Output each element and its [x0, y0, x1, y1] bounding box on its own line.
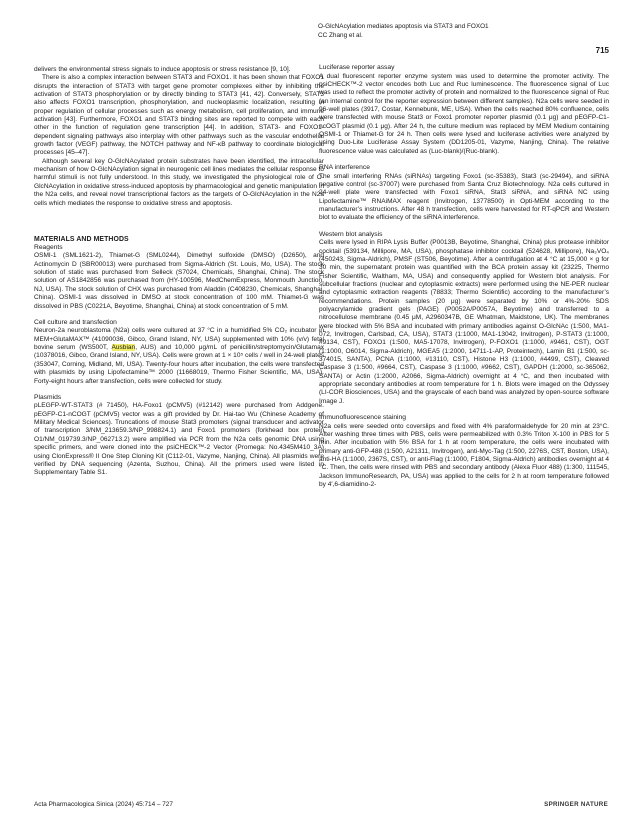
immunofluorescence-paragraph: N2a cells were seeded onto coverslips and fixed with 4% paraformaldehyde for 20 min at 23°C. After washing three times with PBS, cells were permeabilized with 0.3% Triton X-100 in PBS for 5 min. After incubation with 5% BSA for 1 h at room temperature, the cells were incubated with primary anti-GFP-488 (1:500, A21311, Invitrogen), anti-Myc-Tag (1:500, 2276S, CST, Boston, USA), anti-HA (1:1000, 2367S, CST), or anti-Flag (1:1000, F1804, Sigma-Aldrich) antibodies overnight at 4 °C. Then, the cells were rinsed with PBS and secondary antibody (Alexa Fluor 488) (1:300, 111545, Jackson ImmunoResearch, PA, USA) was applied to the cells for 2 h at room temperature followed by 4′,6-diamidino-2- — [319, 422, 609, 489]
right-column — [319, 64, 609, 490]
rnai-paragraph: The small interfering RNAs (siRNAs) targeting Foxo1 (sc-35383), Stat3 (sc-29494), and siRNA negative control (sc-37007) were purchased from Santa Cruz Biotechnology. N2a cells cultured in 24-well plate were transfected with Foxo1 siRNA, Stat3 siRNA, and siRNA NC using Lipofectamine™ RNAiMAX reagent (Invitrogen, 13778500) in Opti-MEM according to the manufacturer’s instructions. After 48 h transfection, cells were harvested for RT-qPCR and Western blot to evaluate the efficiency of the siRNA interference. — [319, 172, 609, 222]
rnai-heading: RNA interference — [319, 164, 370, 172]
page-number: 715 — [595, 46, 609, 55]
running-title: O-GlcNAcylation mediates apoptosis via STAT3 and FOXO1 — [318, 23, 489, 30]
methods-heading: MATERIALS AND METHODS — [34, 235, 129, 243]
reagents-heading: Reagents — [34, 243, 63, 251]
western-blot-heading: Western blot analysis — [319, 230, 383, 238]
plasmids-heading: Plasmids — [34, 393, 62, 401]
luciferase-heading: Luciferase reporter assay — [319, 64, 395, 71]
western-blot-paragraph: Cells were lysed in RIPA Lysis Buffer (P0013B, Beyotime, Shanghai, China) plus protease inhibitor cocktail (539134, Millipore, MA, USA), phosphatase inhibitor cocktail (524628, Millipore), Na₃VO₄ (450243, Sigma-Aldrich), PMSF (ST506, Beyotime). After a centrifugation at 4 °C at 15,000 × g for 30 min, the supernatant protein was quantified with the BCA protein assay kit (23225, Thermo Fisher Scientific, Waltham, MA, USA) and consequently applied for Western blot analysis. For subcellular fractions (nuclear and cytoplasmic extracts) were performed using the NE-PER nuclear and cytoplasmic extraction reagents (78833; Thermo Scientific) according to the manufacturer’s recommendations. Protein samples (20 μg) were separated by 10% or 4%-20% SDS polyacrylamide gradient gels (PAGE) (P0052A/P0057A, Beyotime) and transferred to a nitrocellulose membrane (0.45 μM, A2960347B, GE Whatman, Maidstone, UK). The membranes were blocked with 5% BSA and incubated with primary antibodies against O-GlcNAc (1:500, MA1-072, Invitrogen, Carlsbad, CA, USA), STAT3 (1:1000, MA1-13042, Invitrogen), P-STAT3 (1:1000, #9134, CST), FOXO1 (1:500, MA5-17078, Invitrogen), P-FOXO1 (1:1000, #9461, CST), OGT (1:1000, O6014, Sigma-Aldrich), MGEA5 (1:2000, 14711-1-AP, Proteintech), Lamin B1 (1:500, sc-374015, SANTA), PCNA (1:1000, #13110, CST), Histone H3 (1:1000, #4499, CST), Cleaved Caspase 3 (1:500, #9664, CST), Caspase 3 (1:1000, #9662, CST), GAPDH (1:2000, sc-365062, SANTA) or Actin (1:2000, A2066, Sigma-Aldrich) overnight at 4 °C, and then incubated with appropriate secondary antibodies at room temperature for 1 h. Blots were imaged on the Odyssey (LI-COR Biosciences, USA) and the grayscale of each band was analyzed by open-source software Image J. — [319, 239, 609, 405]
intro-paragraph-1: delivers the environmental stress signals to induce apoptosis or stress resistance [9, 10]. — [34, 66, 291, 73]
highlighted-word: Ausbian — [111, 344, 136, 352]
intro-paragraph-2: There is also a complex interaction between STAT3 and FOXO1. It has been shown that FOXO1 disrupts the interaction of STAT3 with target gene promoter complexes either by inhibiting the activation of STAT3 phosphorylation or by directly binding to STAT3 [41, 42]. Conversely, STAT3 also affects FOXO1 transcription, phosphorylation, and nucleoplasmic localization, resulting in proper regulation of cellular processes such as energy metabolism, cell proliferation, and immune activation [43]. Furthermore, FOXO1 and STAT3 binding sites are reported to compete with each other in the function of regulation gene transcription [44]. In addition, STAT3- and FOXO1-dependent signaling pathways also interplay with other pathways such as the vascular endothelial growth factor (VEGF) pathway, the NOTCH pathway and NF-κB pathway to coordinate biological processes [45–47]. — [34, 74, 324, 157]
cell-culture-heading: Cell culture and transfection — [34, 318, 117, 326]
left-column — [34, 66, 324, 478]
immunofluorescence-heading: Immunofluorescence staining — [319, 414, 406, 422]
publisher-logo: SPRINGER NATURE — [544, 801, 608, 808]
cell-culture-text-b: , AUS) and 10,000 μg/mL of penicillin/streptomycin/Glutamax (10378016, Gibco, Grand Island, NY, USA). Cells were grown at 1 × 10⁵ cells / well in 24-well plates (353047, Corning, Midland, MI, USA). Twenty-four hours after incubation, the cells were transfected with plasmids by using Lipofectamine™ 2000 (11668019, Thermo Fisher Scientific, MA, USA). Forty-eight hours after transfection, cells were collected for study. — [34, 344, 324, 385]
plasmids-paragraph: pLEGFP-WT-STAT3 (# 71450), HA-Foxo1 (pCMV5) (#12142) were purchased from Addgene. pEGFP-C1-nCOGT (pCMV5) vector was a gift provided by Dr. Hai-tao Wu (Chinese Academy of Military Medical Sciences). Truncations of mouse Stat3 promoters (signal transducer and activator of transcription 3/NM_213659.3/NP_998824.1) and Foxo1 promoters (forkhead box protein O1/NM_019739.3/NP_062713.2) were amplified via PCR from the N2a cells genomic DNA using specific primers, and were cloned into the psiCHECK™-2 Vector (Promega: No.4345M410_3A) using ClonExpress® II One Step Cloning Kit (C112-01, Vazyme, Nanjing, China). All plasmids were verified by DNA sequencing (Azenta, Suzhou, China). All the primers used were listed in Supplementary Table S1. — [34, 402, 324, 477]
running-header — [318, 23, 608, 40]
reagents-paragraph: OSMI-1 (SML1621-2), Thiamet-G (SML0244), Dimethyl sulfoxide (DMSO) (D2650), and Actinomycin D (SBR00013) were purchased from Sigma-Aldrich (St. Louis, Mo, USA). The stock solution of static was purchased from Selleck (S7024, Chemicals, Shanghai, China). The stock solution of AS1842856 was purchased from (HY-100596, MedChemExpress, Monmouth Junction, NJ, USA). The stock solution of CHX was purchased from Aladdin (C408230, Chemicals, Shanghai, China). OSMI-1 was dissolved in DMSO at stock concentration of 100 mM. Thiamet-G was dissolved in PBS (C0221A, Beyotime, Shanghai, China) at stock concentration of 5 mM. — [34, 252, 324, 310]
cell-culture-text-a: Neuron-2a neuroblastoma (N2a) cells were cultured at 37 °C in a humidified 5% CO₂ incubator in MEM+GlutaMAX™ (41090036, Gibco, Grand Island, NY, USA) supplemented with 10% (v/v) fetal bovine serum (WS500T, — [34, 327, 324, 352]
luciferase-paragraph: A dual fluorescent reporter enzyme system was used to determine the promoter activity. The psiCHECK™-2 vector encodes both Luc and Ruc luminescence. The fluorescence signal of Luc was used to reflect the promoter activity of protein and normalized to the fluorescence signal of Ruc (an internal control for the reporter expression between different samples). N2a cells were seeded in 96-well plates (3917, Costar, Kennebunk, ME, USA). When the cells reached 80% confluence, cells were transfected with mouse Stat3 or Foxo1 promoter reporter plasmid (0.1 μg) and pEGFP-C1-ncOGT plasmid (0.1 μg). After 24 h, the culture medium was replaced by MEM Medium containing OSMI-1 or Thiamet-G for 24 h. Then cells were lysed and luciferase activities were analyzed by using Duo-Lite Luciferase Assay System (DD1205-01, Vazyme, Nanjing, China). The relative fluorescence value was calculated as (Luc-blank)/(Ruc-blank). — [319, 72, 609, 155]
running-authors: CC Zhang et al. — [318, 31, 363, 39]
journal-citation: Acta Pharmacologica Sinica (2024) 45:714 – 727 — [34, 801, 173, 808]
cell-culture-paragraph — [34, 327, 324, 385]
intro-paragraph-3: Although several key O-GlcNAcylated protein substrates have been identified, the intracellular mechanism of how O-GlcNAcylation signal in neurogenic cell lines mediates the cellular response to harmful stimuli is not fully understood. In this study, we investigated the physiological role of O-GlcNAcylation in oxidative stress-induced apoptosis by pharmacological and genetic manipulation in the N2a cells, and reveal novel transcriptional factors as the targets of O-GlcNAcylation in the N2a cells which mediates the response to oxidative stress and apoptosis. — [34, 157, 324, 207]
